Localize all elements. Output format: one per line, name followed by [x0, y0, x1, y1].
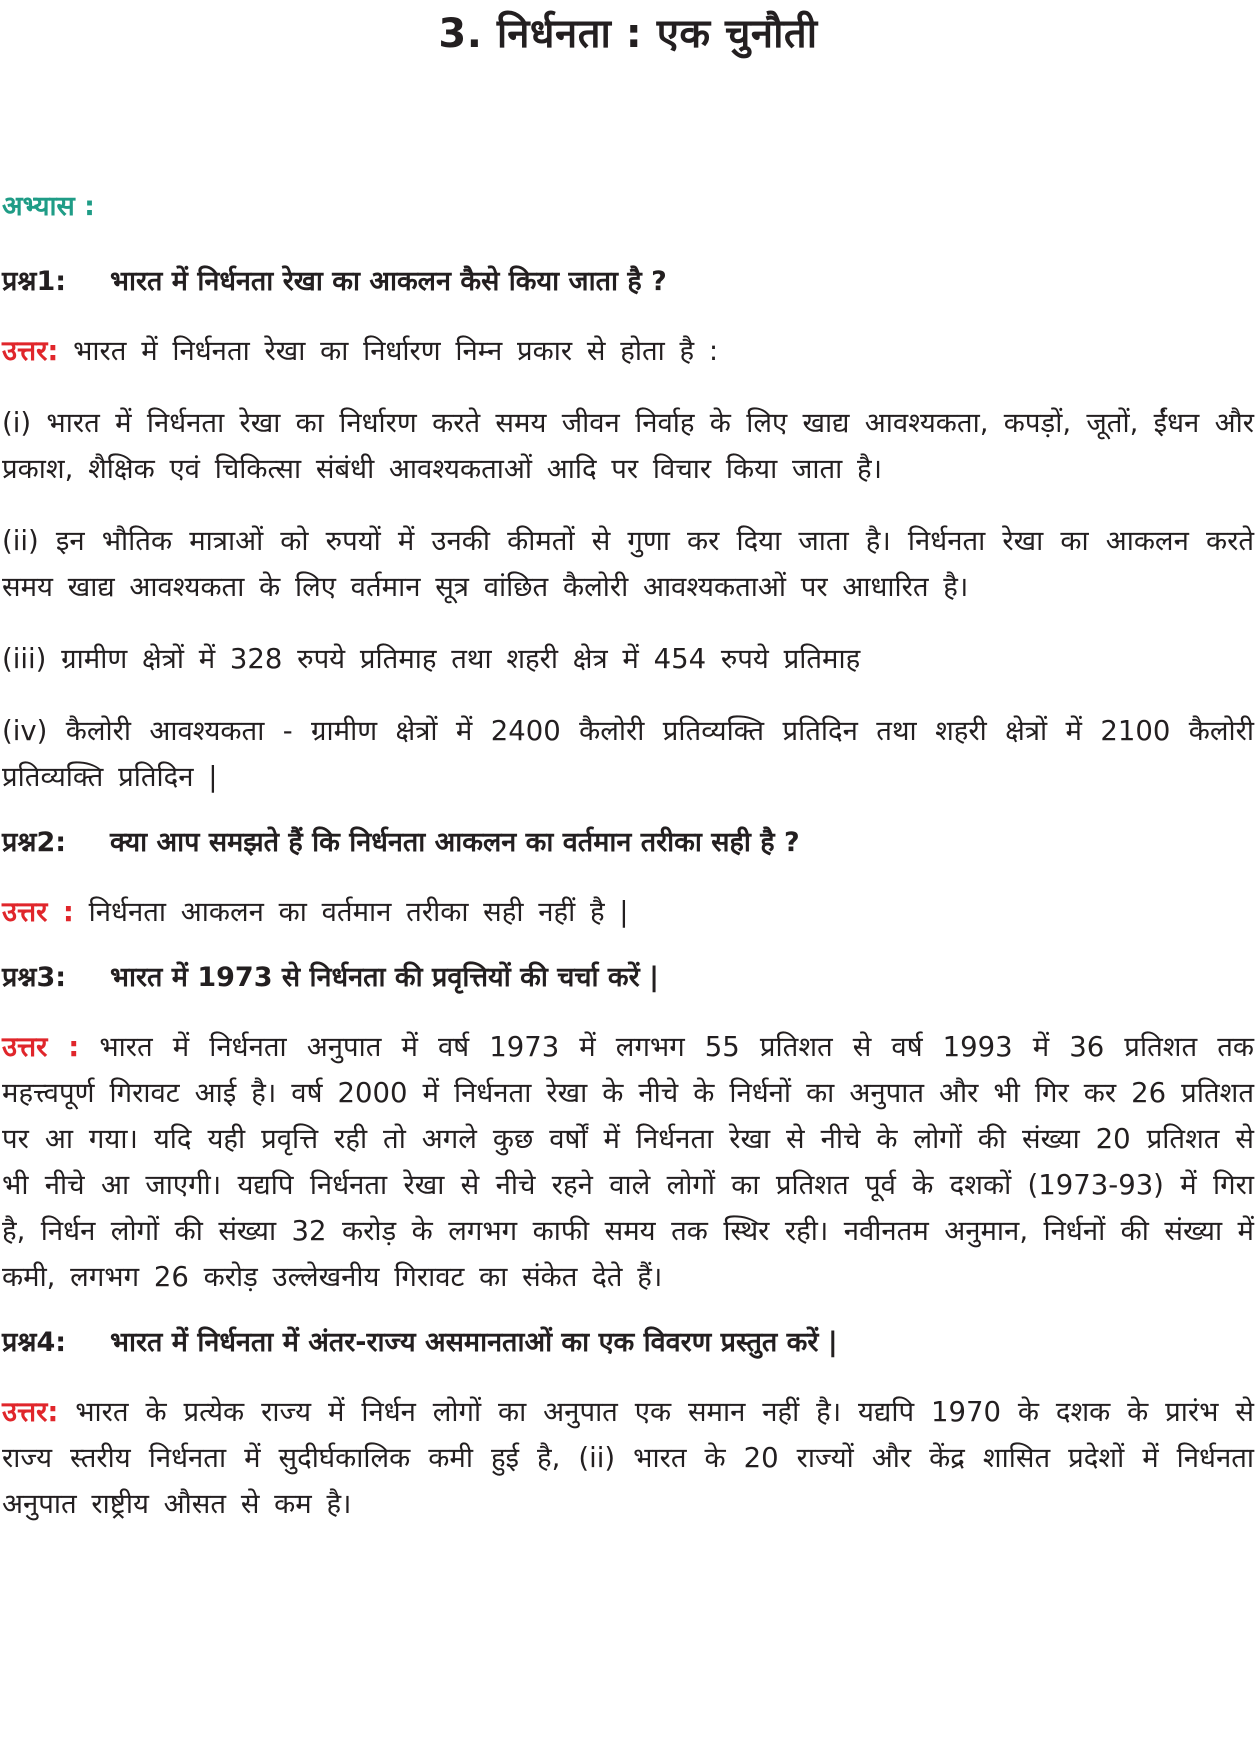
- question-number: प्रश्न3:: [2, 962, 67, 993]
- question-4: [2, 1322, 1254, 1359]
- answer-1-intro: [2, 328, 1254, 374]
- answer-label: उत्तर :: [2, 1031, 80, 1063]
- question-text: भारत में निर्धनता रेखा का आकलन कैसे किया जाता है ?: [110, 266, 667, 297]
- answer-text: निर्धनता आकलन का वर्तमान तरीका सही नहीं है |: [88, 896, 629, 928]
- answer-2: [2, 889, 1254, 935]
- answer-4: [2, 1389, 1254, 1527]
- answer-1-point-3: (iii) ग्रामीण क्षेत्रों में 328 रुपये प्रतिमाह तथा शहरी क्षेत्र में 454 रुपये प्रतिमाह: [2, 643, 861, 675]
- answer-label: उत्तर :: [2, 896, 74, 928]
- answer-text: भारत में निर्धनता रेखा का निर्धारण निम्न प्रकार से होता है :: [73, 335, 719, 367]
- question-3: [2, 957, 1254, 994]
- question-1: [2, 261, 1254, 298]
- question-number: प्रश्न1:: [2, 266, 67, 297]
- question-text: भारत में निर्धनता में अंतर-राज्य असमानताओं का एक विवरण प्रस्तुत करें |: [110, 1327, 838, 1358]
- question-number: प्रश्न4:: [2, 1327, 67, 1358]
- question-number: प्रश्न2:: [2, 827, 67, 858]
- answer-text: भारत में निर्धनता अनुपात में वर्ष 1973 में लगभग 55 प्रतिशत से वर्ष 1993 में 36 प्रतिशत तक महत्त्वपूर्ण गिरावट आई है। वर्ष 2000 में निर्धनता रेखा के नीचे के निर्धनों का अनुपात और भी गिर कर 26 प्रतिशत पर आ गया। यदि यही प्रवृत्ति रही तो अगले कुछ वर्षों में निर्धनता रेखा से नीचे के लोगों की संख्या 20 प्रतिशत से भी नीचे आ जाएगी। यद्यपि निर्धनता रेखा से नीचे रहने वाले लोगों का प्रतिशत पूर्व के दशकों (1973-93) में गिरा है, निर्धन लोगों की संख्या 32 करोड़ के लगभग काफी समय तक स्थिर रही। नवीनतम अनुमान, निर्धनों की संख्या में कमी, लगभग 26 करोड़ उल्लेखनीय गिरावट का संकेत देते हैं।: [2, 1031, 1254, 1293]
- answer-label: उत्तर:: [2, 1396, 59, 1428]
- question-text: क्या आप समझते हैं कि निर्धनता आकलन का वर्तमान तरीका सही है ?: [110, 827, 800, 858]
- question-2: [2, 822, 1254, 859]
- section-label: अभ्यास :: [2, 191, 95, 222]
- answer-1-point-1: (i) भारत में निर्धनता रेखा का निर्धारण करते समय जीवन निर्वाह के लिए खाद्य आवश्यकता, कपड़ों, जूतों, ईंधन और प्रकाश, शैक्षिक एवं चिकित्सा संबंधी आवश्यकताओं आदि पर विचार किया जाता है।: [2, 407, 1254, 485]
- document-body: [2, 186, 1254, 1553]
- answer-1-point-2: (ii) इन भौतिक मात्राओं को रुपयों में उनकी कीमतों से गुणा कर दिया जाता है। निर्धनता रेखा का आकलन करते समय खाद्य आवश्यकता के लिए वर्तमान सूत्र वांछित कैलोरी आवश्यकताओं पर आधारित है।: [2, 525, 1254, 603]
- page-title: 3. निर्धनता : एक चुनौती: [438, 11, 818, 57]
- question-text: भारत में 1973 से निर्धनता की प्रवृत्तियों की चर्चा करें |: [110, 962, 659, 993]
- answer-label: उत्तर:: [2, 335, 59, 367]
- answer-1-point-4: (iv) कैलोरी आवश्यकता - ग्रामीण क्षेत्रों में 2400 कैलोरी प्रतिव्यक्ति प्रतिदिन तथा शहरी क्षेत्रों में 2100 कैलोरी प्रतिव्यक्ति प्रतिदिन |: [2, 715, 1254, 793]
- answer-3: [2, 1024, 1254, 1300]
- answer-text: भारत के प्रत्येक राज्य में निर्धन लोगों का अनुपात एक समान नहीं है। यद्यपि 1970 के दशक के प्रारंभ से राज्य स्तरीय निर्धनता में सुदीर्घकालिक कमी हुई है, (ii) भारत के 20 राज्यों और केंद्र शासित प्रदेशों में निर्धनता अनुपात राष्ट्रीय औसत से कम है।: [2, 1396, 1254, 1520]
